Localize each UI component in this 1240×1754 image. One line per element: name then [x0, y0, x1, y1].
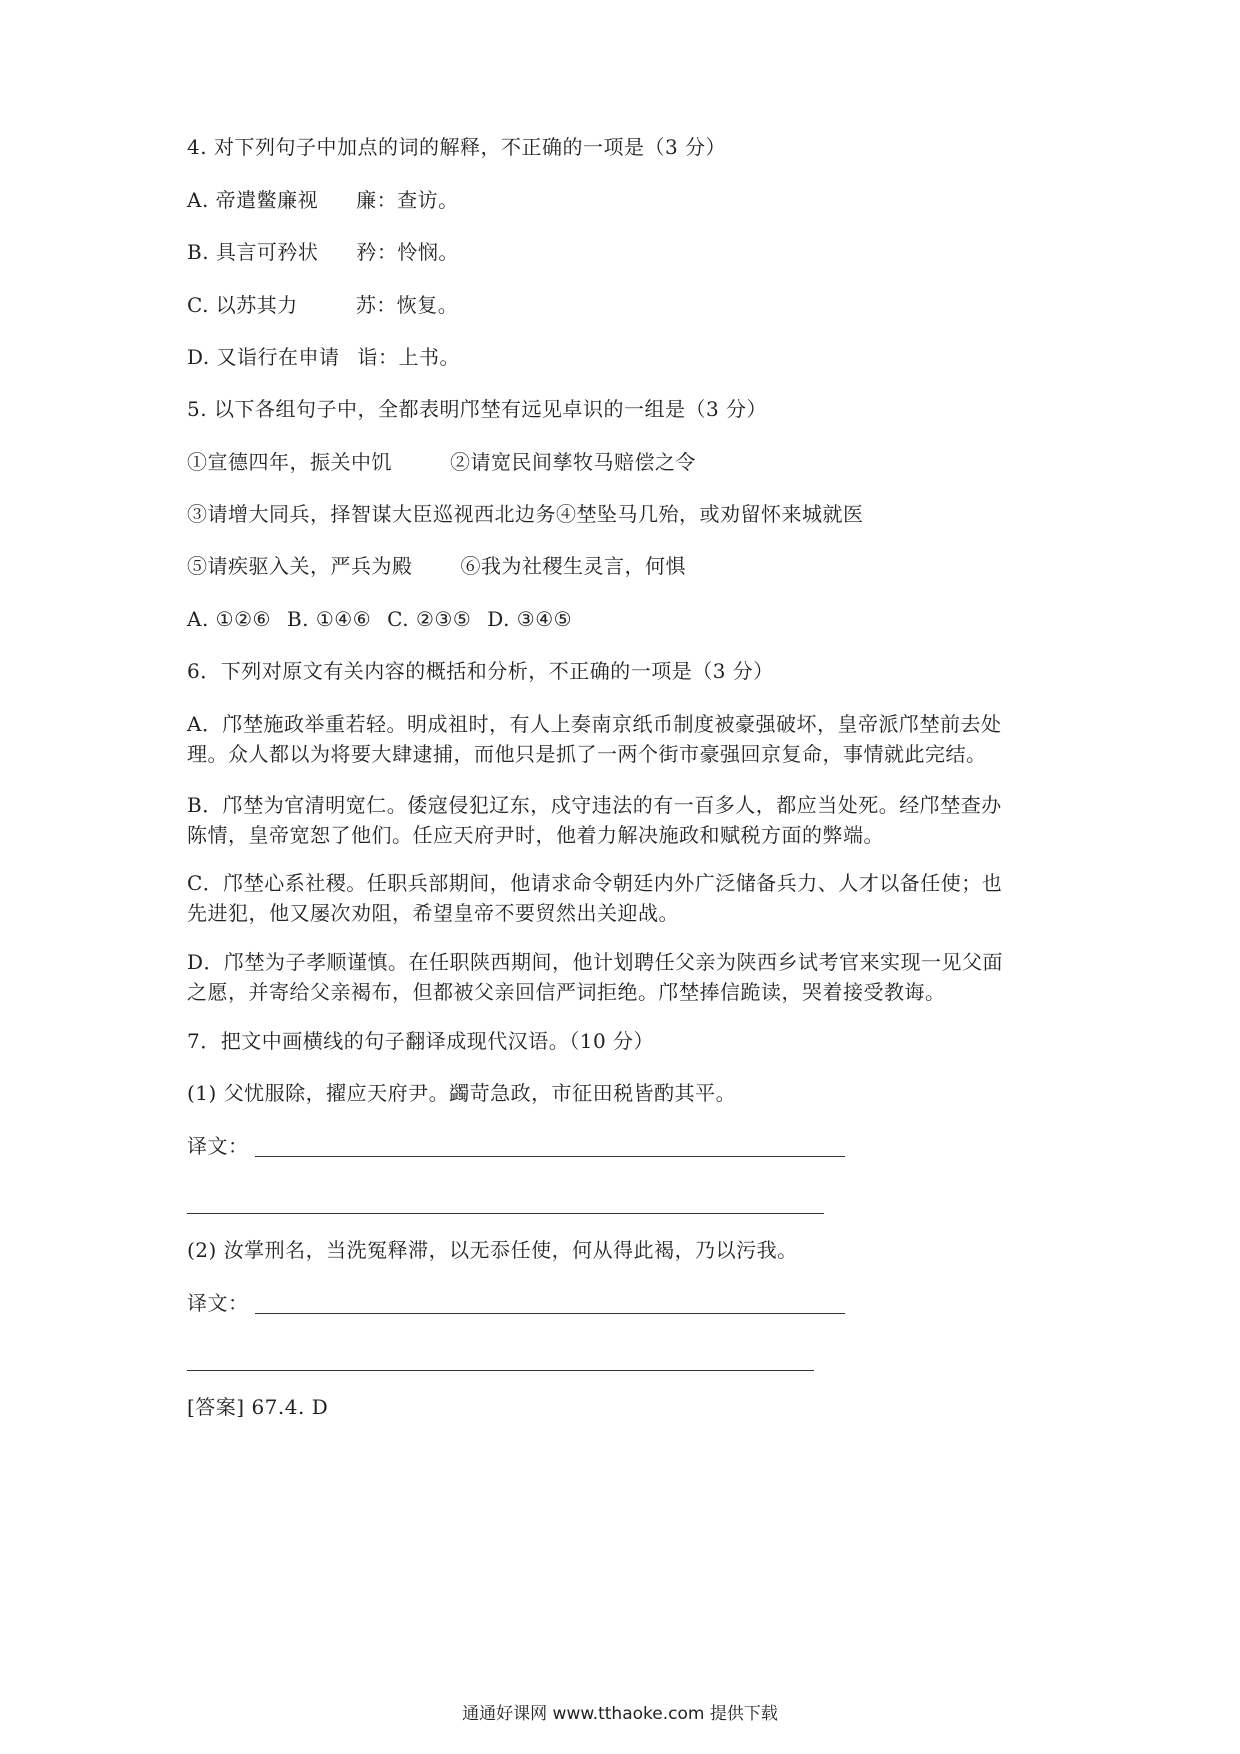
q7-sentence-1: (1) 父忧服除，擢应天府尹。蠲苛急政，市征田税皆酌其平。 — [187, 1081, 737, 1105]
q6-option-d-line-1: D．邝埜为子孝顺谨慎。在任职陕西期间，他计划聘任父亲为陕西乡试考官来实现一见父面 — [187, 950, 1004, 974]
q7-answer-label-1: 译文： — [187, 1134, 249, 1158]
q4-option-c — [187, 290, 458, 320]
q7-answer-label-2: 译文： — [187, 1291, 249, 1315]
q5-choices — [187, 604, 572, 634]
q4-option-b-gloss: 矜：怜悯。 — [356, 240, 459, 264]
q5-item-1: ①宣德四年，振关中饥 — [187, 450, 392, 474]
q4-option-a-text: A. 帝遣鳖廉视 — [187, 188, 319, 212]
q6-option-d — [187, 947, 1067, 1007]
page-footer: 通通好课网 www.tthaoke.com 提供下载 — [462, 1704, 778, 1724]
q4-option-b — [187, 237, 459, 267]
q7-answer-line-2b[interactable] — [187, 1370, 814, 1371]
q6-option-a-line-1: A．邝埜施政举重若轻。明成祖时，有人上奏南京纸币制度被豪强破坏，皇帝派邝埜前去处 — [187, 712, 1002, 736]
q5-item-3: ③请增大同兵，择智谋大臣巡视西北边务 — [187, 502, 556, 526]
q5-choice-d: D. ③④⑤ — [487, 607, 573, 631]
q5-items-row-1 — [187, 447, 696, 477]
q4-option-d-text: D. 又诣行在申请 — [187, 345, 340, 369]
q5-items-row-2 — [187, 499, 864, 529]
answer-key: [答案] 67.4. D — [187, 1395, 329, 1419]
q5-item-4: ④埜坠马几殆，或劝留怀来城就医 — [556, 502, 864, 526]
q5-stem: 5. 以下各组句子中，全都表明邝埜有远见卓识的一组是（3 分） — [187, 397, 768, 421]
q7-stem: 7．把文中画横线的句子翻译成现代汉语。（10 分） — [187, 1029, 655, 1053]
q6-option-c — [187, 868, 1067, 928]
q6-option-c-line-1: C．邝埜心系社稷。任职兵部期间，他请求命令朝廷内外广泛储备兵力、人才以备任使；也 — [187, 871, 1003, 895]
q6-option-a-line-2: 理。众人都以为将要大肆逮捕，而他只是抓了一两个街市豪强回京复命，事情就此完结。 — [187, 742, 987, 766]
q4-option-d-gloss: 诣：上书。 — [357, 345, 461, 369]
q5-choice-b: B. ①④⑥ — [286, 607, 372, 631]
q6-option-c-line-2: 先进犯，他又屡次劝阻，希望皇帝不要贸然出关迎战。 — [187, 901, 679, 925]
q5-item-5: ⑤请疾驱入关，严兵为殿 — [187, 554, 413, 578]
q4-option-c-gloss: 苏：恢复。 — [355, 293, 459, 317]
q4-option-c-text: C. 以苏其力 — [187, 293, 298, 317]
q7-answer-line-1a[interactable] — [255, 1156, 845, 1157]
q4-option-b-text: B. 具言可矜状 — [187, 240, 319, 264]
q5-choice-c: C. ②③⑤ — [387, 607, 472, 631]
q6-option-b — [187, 790, 1067, 850]
q4-stem: 4. 对下列句子中加点的词的解释，不正确的一项是（3 分） — [187, 135, 727, 159]
q5-item-6: ⑥我为社稷生灵言，何惧 — [460, 554, 686, 578]
q5-item-2: ②请宽民间孳牧马赔偿之令 — [450, 450, 696, 474]
q5-items-row-3 — [187, 551, 686, 581]
q4-option-a-gloss: 廉：查访。 — [356, 188, 459, 212]
q4-option-d — [187, 342, 460, 372]
q5-choice-a: A. ①②⑥ — [187, 607, 271, 631]
q6-option-b-line-2: 陈情，皇帝宽恕了他们。任应天府尹时，他着力解决施政和赋税方面的弊端。 — [187, 823, 884, 847]
q6-stem: 6．下列对原文有关内容的概括和分析，不正确的一项是（3 分） — [187, 659, 774, 683]
q6-option-d-line-2: 之愿，并寄给父亲褐布，但都被父亲回信严词拒绝。邝埜捧信跪读，哭着接受教诲。 — [187, 980, 946, 1004]
q4-option-a — [187, 185, 459, 215]
q7-answer-line-2a[interactable] — [255, 1313, 845, 1314]
q6-option-b-line-1: B．邝埜为官清明宽仁。倭寇侵犯辽东，戍守违法的有一百多人，都应当处死。经邝埜查办 — [187, 793, 1002, 817]
q6-option-a — [187, 709, 1067, 769]
q7-answer-line-1b[interactable] — [187, 1213, 824, 1214]
q7-sentence-2: (2) 汝掌刑名，当洗冤释滞，以无忝任使，何从得此褐，乃以污我。 — [187, 1238, 798, 1262]
